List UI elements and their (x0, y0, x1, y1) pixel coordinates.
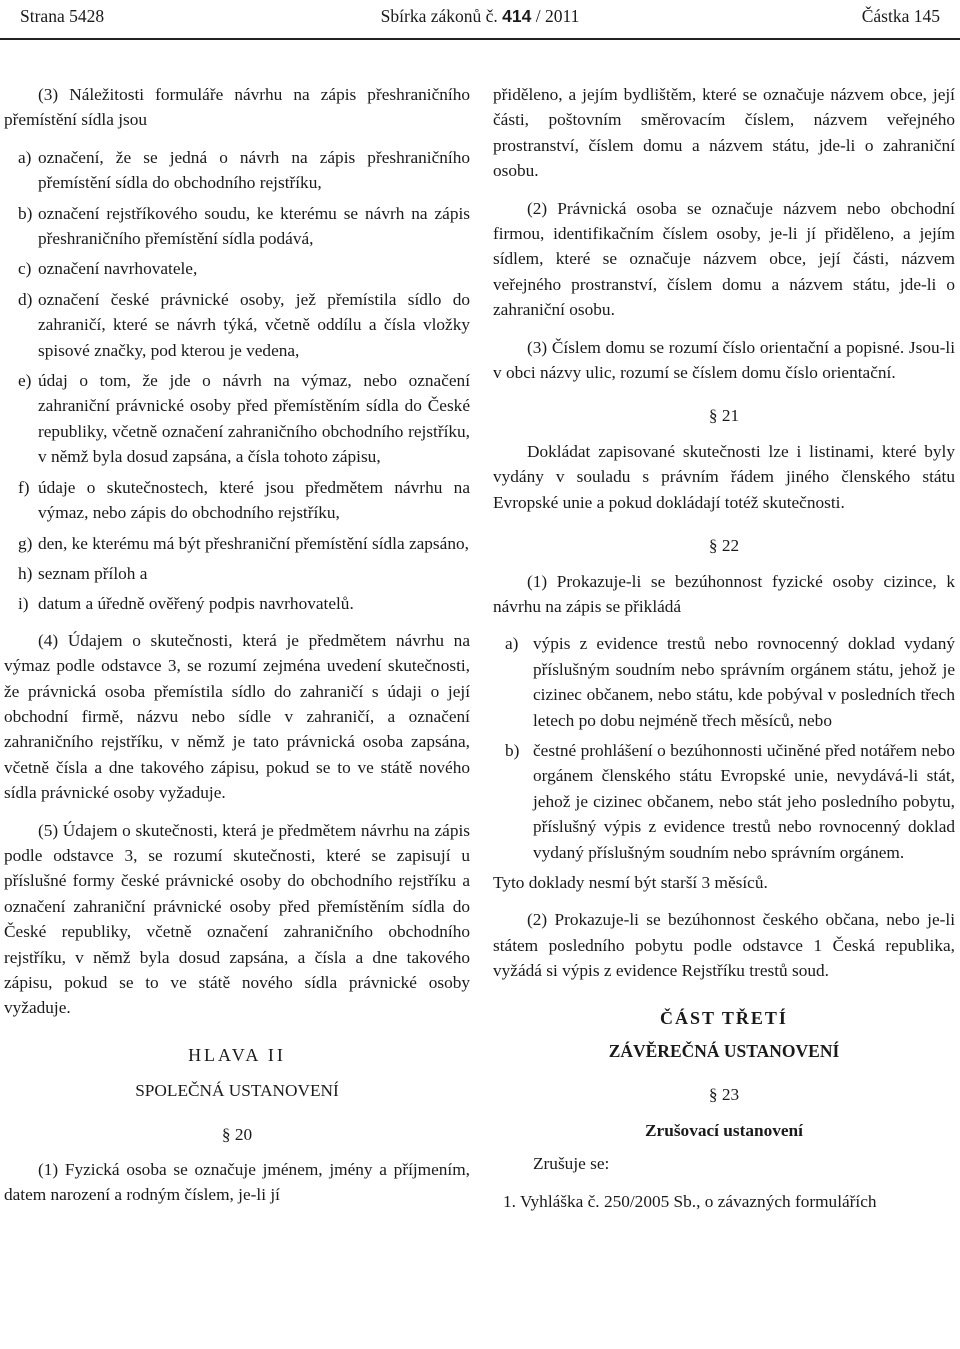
list-text: označení navrhovatele, (38, 259, 198, 279)
repeal-intro: Zrušuje se: (533, 1154, 610, 1174)
list-item (493, 631, 955, 733)
section-22-list (493, 631, 955, 865)
law-number: 414 (502, 6, 532, 26)
section-20-heading: § 20 (221, 1124, 253, 1144)
paragraph-3-list (4, 145, 470, 617)
list-item (4, 256, 470, 281)
list-label: f) (18, 477, 30, 497)
part-heading: ČÁST TŘETÍ (660, 1007, 788, 1028)
right-column (493, 82, 955, 1226)
part-title: ZÁVĚREČNÁ USTANOVENÍ (608, 1041, 840, 1061)
list-item (4, 531, 470, 556)
list-text: údaje o skutečnostech, které jsou předmětem návrhu na výmaz, nebo zápis do obchodního rejstříku, (38, 477, 470, 523)
section-21-text: Dokládat zapisované skutečnosti lze i listinami, které byly vydány v souladu s právním řádem jiného členského státu Evropské unie a pokud dokládají totéž skutečnosti. (493, 441, 955, 512)
list-item (4, 145, 470, 196)
paragraph-3-intro: (3) Náležitosti formuláře návrhu na zápis přeshraničního přemístění sídla jsou (4, 85, 470, 130)
section-23-title: Zrušovací ustanovení (645, 1120, 803, 1140)
list-text: čestné prohlášení o bezúhonnosti učiněné před notářem nebo orgánem členského státu Evropské unie, nevydává-li stát, jehož je cizinec občanem, nebo stát jeho posledního pobytu, příslušný výpis z evidence trestů nebo rovnocenný doklad vydaný příslušným soudním nebo správním orgánem. (533, 740, 955, 862)
section-21-heading: § 21 (708, 406, 740, 426)
repeal-item: 1. Vyhláška č. 250/2005 Sb., o závazných formulářích (503, 1191, 877, 1211)
list-item (4, 201, 470, 252)
list-label: b) (18, 203, 33, 223)
list-label: a) (505, 634, 519, 654)
chapter-title: SPOLEČNÁ USTANOVENÍ (135, 1081, 339, 1101)
list-label: i) (18, 594, 29, 614)
list-text: výpis z evidence trestů nebo rovnocenný doklad vydaný příslušným soudním nebo správním orgánem státu, jehož je cizinec občanem, nebo státu, kde pobýval v posledních třech letech po dobu nejméně třech měsíců, nebo (533, 634, 955, 730)
paragraph-4: (4) Údajem o skutečnosti, která je předmětem návrhu na výmaz podle odstavce 3, se rozumí zejména uvedení skutečnosti, že právnická osoba přemístila sídlo do zahraničí s údaji o její obchodní firmě, názvu nebo sídle v zahraničí, a označení zahraničního rejstříku, v němž je tato právnická osoba zapsána, včetně čísla a dne takového zápisu, pokud se to ve státě nového sídla právnické osoby vyžaduje. (4, 630, 470, 803)
list-label: g) (18, 533, 33, 553)
list-text: datum a úředně ověřený podpis navrhovatelů. (38, 594, 354, 614)
list-item (4, 287, 470, 363)
section-22-paragraph-1: (1) Prokazuje-li se bezúhonnost fyzické osoby cizince, k návrhu na zápis se přikládá (493, 571, 955, 616)
page-number: Strana 5428 (20, 6, 105, 26)
section-22-tail: Tyto doklady nesmí být starší 3 měsíců. (493, 872, 768, 892)
collection-title (20, 6, 940, 27)
header-rule (0, 38, 960, 40)
list-item (4, 591, 470, 616)
list-text: označení rejstříkového soudu, ke kterému se návrh na zápis přeshraničního přemístění sídla podává, (38, 203, 470, 249)
section-22-paragraph-2: (2) Prokazuje-li se bezúhonnost českého občana, nebo je-li státem posledního pobytu podle odstavce 1 Česká republika, vyžádá si výpis z evidence Rejstříku trestů soud. (493, 910, 955, 981)
section-22-heading: § 22 (708, 536, 740, 556)
list-item (4, 475, 470, 526)
section-23-heading: § 23 (708, 1085, 740, 1105)
list-text: údaj o tom, že jde o návrh na výmaz, nebo označení zahraniční právnické osoby před přemístěním sídla do České republiky, včetně označení zahraničního obchodního rejstříku, v němž byla dosud zapsána, a čísla tohoto zápisu, (38, 371, 470, 467)
paragraph-5: (5) Údajem o skutečnosti, která je předmětem návrhu na zápis podle odstavce 3, se rozumí skutečnosti, které se zapisují u příslušné formy české právnické osoby do obchodního rejstříku a označení zahraniční právnické osoby před přemístěním sídla do České republiky, včetně označení zahraničního obchodního rejstříku, v němž byla dosud zapsána, a čísla a dne takového zápisu, pokud se to ve státě nového sídla právnické osoby vyžaduje. (4, 820, 470, 1018)
issue-number: Částka 145 (861, 6, 940, 26)
list-label: b) (505, 740, 520, 760)
left-column (4, 82, 470, 1220)
section-20-paragraph-1: (1) Fyzická osoba se označuje jménem, jmény a příjmením, datem narození a rodným číslem, je-li jí (4, 1160, 470, 1205)
list-label: h) (18, 563, 33, 583)
list-text: seznam příloh a (38, 563, 148, 583)
list-item (493, 738, 955, 865)
list-item (4, 368, 470, 470)
list-item (4, 561, 470, 586)
section-20-paragraph-2: (2) Právnická osoba se označuje názvem nebo obchodní firmou, identifikačním číslem osoby, je-li jí přiděleno, a jejím sídlem, které se označuje názvem obce, její části, názvem veřejného prostranství, číslem domu a názvem státu, jde-li o zahraniční osobu. (493, 198, 955, 320)
collection-prefix: Sbírka zákonů č. (380, 6, 498, 26)
collection-year: / 2011 (535, 6, 580, 26)
list-label: d) (18, 289, 33, 309)
list-label: c) (18, 259, 32, 279)
list-label: a) (18, 147, 32, 167)
list-label: e) (18, 371, 32, 391)
section-20-paragraph-3: (3) Číslem domu se rozumí číslo orientační a popisné. Jsou-li v obci názvy ulic, rozumí se číslem domu číslo orientační. (493, 337, 955, 383)
list-text: den, ke kterému má být přeshraniční přemístění sídla zapsáno, (38, 533, 469, 553)
chapter-heading: HLAVA II (188, 1044, 286, 1065)
list-text: označení české právnické osoby, jež přemístila sídlo do zahraničí, které se návrh týká, včetně oddílu a čísla vložky spisové značky, pod kterou je vedena, (38, 289, 470, 360)
list-text: označení, že se jedná o návrh na zápis přeshraničního přemístění sídla do obchodního rejstříku, (38, 147, 470, 193)
page-header (20, 6, 940, 32)
section-20-paragraph-1-cont: přiděleno, a jejím bydlištěm, které se označuje názvem obce, její části, poštovním směrovacím číslem, názvem veřejného prostranství, číslem domu a názvem státu, jde-li o zahraniční osobu. (493, 85, 955, 181)
